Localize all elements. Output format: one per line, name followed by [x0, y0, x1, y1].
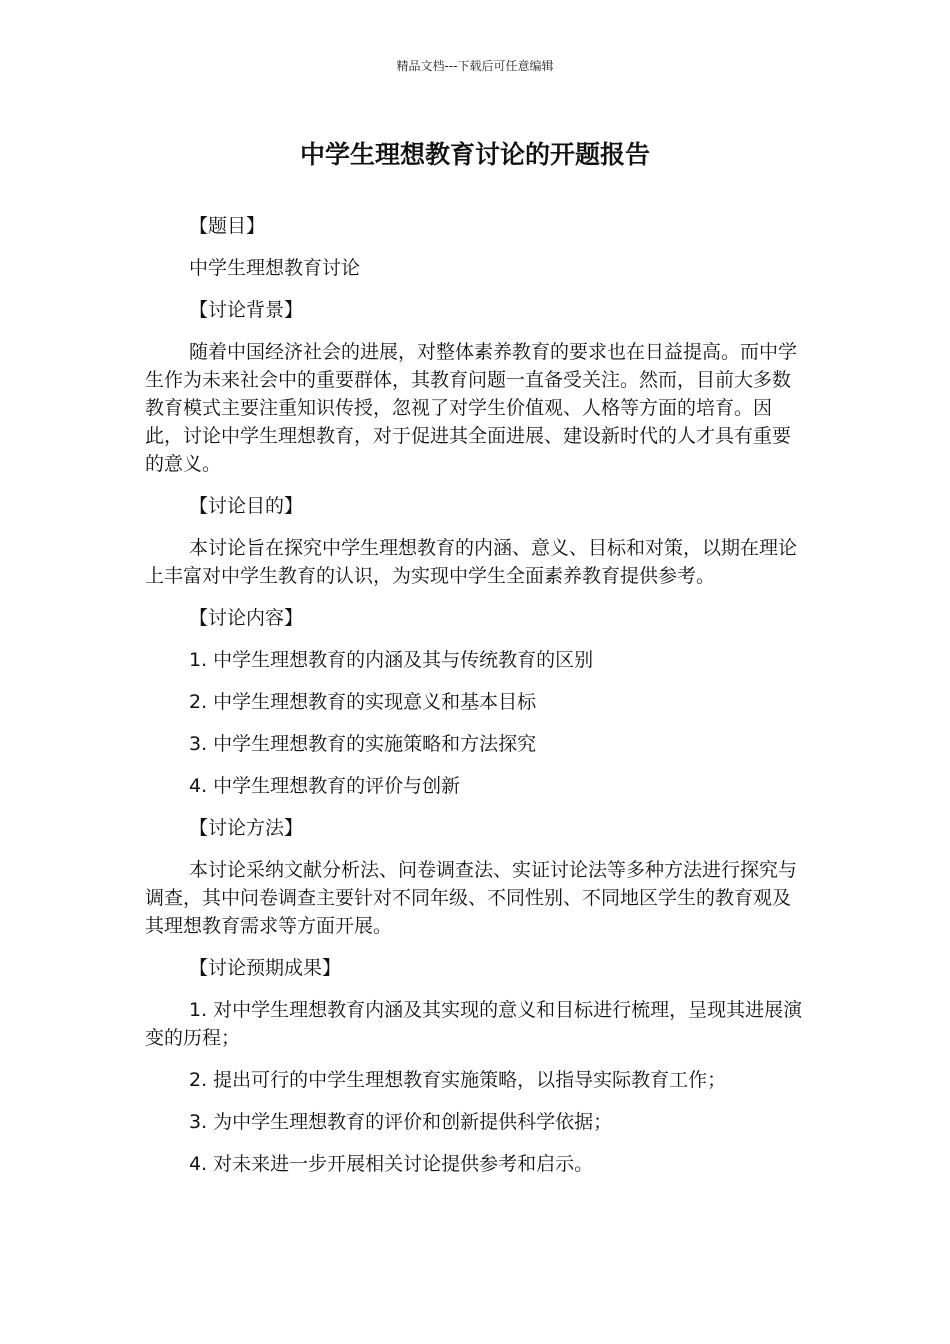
content-item-1: 1. 中学生理想教育的内涵及其与传统教育的区别	[189, 649, 594, 671]
results-item-3: 3. 为中学生理想教育的评价和创新提供科学依据；	[189, 1111, 613, 1133]
document-body	[145, 212, 805, 1178]
method-paragraph: 本讨论采纳文献分析法、问卷调查法、实证讨论法等多种方法进行探究与调查，其中问卷调查主要针对不同年级、不同性别、不同地区学生的教育观及其理想教育需求等方面开展。	[145, 859, 798, 937]
content-item-2: 2. 中学生理想教育的实现意义和基本目标	[189, 691, 537, 713]
page-header: 精品文档---下载后可任意编辑	[396, 59, 554, 73]
results-item-1: 1. 对中学生理想教育内涵及其实现的意义和目标进行梳理，呈现其进展演变的历程；	[145, 999, 803, 1049]
document-title: 中学生理想教育讨论的开题报告	[299, 140, 650, 169]
method-heading: 【讨论方法】	[189, 817, 304, 839]
content-item-4: 4. 中学生理想教育的评价与创新	[189, 775, 461, 797]
results-item-4: 4. 对未来进一步开展相关讨论提供参考和启示。	[189, 1153, 594, 1175]
results-item-2: 2. 提出可行的中学生理想教育实施策略，以指导实际教育工作；	[189, 1069, 727, 1091]
content-item-3: 3. 中学生理想教育的实施策略和方法探究	[189, 733, 537, 755]
content-heading: 【讨论内容】	[189, 607, 304, 629]
topic-text: 中学生理想教育讨论	[189, 257, 361, 279]
purpose-heading: 【讨论目的】	[189, 495, 304, 517]
background-paragraph: 随着中国经济社会的进展，对整体素养教育的要求也在日益提高。而中学生作为未来社会中的重要群体，其教育问题一直备受关注。然而，目前大多数教育模式主要注重知识传授，忽视了对学生价值观、人格等方面的培育。因此，讨论中学生理想教育，对于促进其全面进展、建设新时代的人才具有重要的意义。	[145, 341, 798, 475]
results-heading: 【讨论预期成果】	[189, 957, 342, 979]
topic-heading: 【题目】	[189, 215, 266, 237]
background-heading: 【讨论背景】	[189, 299, 304, 321]
purpose-paragraph: 本讨论旨在探究中学生理想教育的内涵、意义、目标和对策，以期在理论上丰富对中学生教育的认识，为实现中学生全面素养教育提供参考。	[145, 537, 798, 587]
